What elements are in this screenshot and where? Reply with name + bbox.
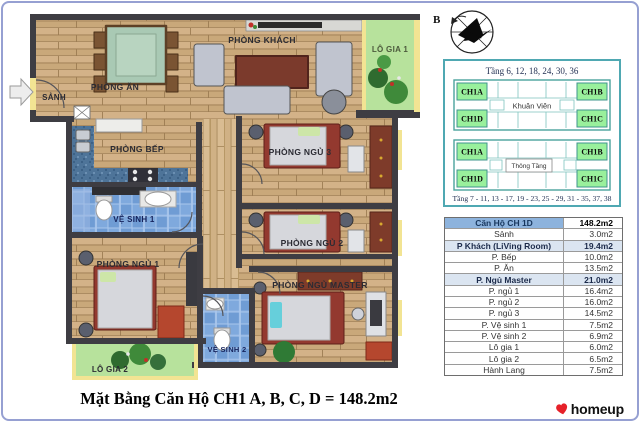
room-label-phong-ngu-master: PHÒNG NGỦ MASTER	[272, 280, 368, 290]
compass-north-label: B	[433, 14, 441, 26]
bottom-floors-label: Tầng 7 - 11, 13 - 17, 19 - 23, 25 - 29, 31 - 35, 37, 38	[452, 194, 612, 203]
area-value: 19.4m2	[564, 241, 622, 251]
area-value: 6.9m2	[589, 330, 613, 341]
area-table	[444, 217, 623, 376]
area-value: 148.2m2	[579, 218, 613, 229]
room-label-phong-bep: PHÒNG BẾP	[110, 144, 164, 154]
round-table	[322, 90, 346, 114]
area-value: 16.4m2	[584, 285, 613, 296]
area-row-header	[445, 218, 622, 229]
area-label: Lô gia 1	[445, 342, 564, 352]
area-row	[445, 365, 622, 375]
top-floors-label: Tầng 6, 12, 18, 24, 30, 36	[485, 66, 579, 76]
area-label: P. Vệ sinh 2	[445, 331, 564, 341]
room-label-sanh: SẢNH	[42, 93, 66, 102]
area-label: P. ngủ 3	[445, 308, 564, 318]
sofa-long	[224, 86, 290, 114]
room-label-phong-khach: PHÒNG KHÁCH	[228, 35, 296, 45]
area-row	[445, 286, 622, 297]
unit-ch1c: CH1C	[581, 114, 603, 124]
area-value: 21.0m2	[564, 274, 622, 284]
heart-icon	[553, 401, 570, 418]
unit-ch1d: CH1D	[461, 114, 483, 124]
area-label: P. ngủ 2	[445, 297, 564, 307]
area-label: Lô gia 2	[445, 353, 564, 363]
block-diagram	[443, 59, 621, 207]
area-row	[445, 342, 622, 353]
tv-console	[246, 20, 362, 31]
plate2-center-label: Thông Tầng	[511, 163, 547, 170]
room-label-ve-sinh-2: VỆ SINH 2	[207, 345, 247, 354]
floor-plate-1	[454, 80, 610, 130]
plate1-center-label: Khuân Viên	[512, 101, 552, 111]
area-row	[445, 229, 622, 240]
entrance-arrow-icon	[10, 79, 33, 105]
area-row	[445, 263, 622, 274]
area-label: P. Vệ sinh 1	[445, 320, 564, 330]
area-row-section	[445, 241, 622, 252]
area-label: P. Ăn	[445, 263, 564, 273]
area-value: 6.0m2	[589, 342, 613, 353]
area-value: 7.5m2	[589, 364, 613, 375]
area-value: 7.5m2	[589, 319, 613, 330]
room-label-ve-sinh-1: VỆ SINH 1	[113, 215, 155, 224]
area-label: P Khách (LiVing Room)	[445, 241, 564, 251]
area-row-section	[445, 274, 622, 285]
area-row	[445, 252, 622, 263]
brand-logo	[555, 401, 624, 417]
area-value: 16.0m2	[584, 297, 613, 308]
area-label: Hành Lang	[445, 365, 564, 375]
page-title: Mặt Bằng Căn Hộ CH1 A, B, C, D = 148.2m2	[80, 389, 398, 408]
area-value: 13.5m2	[584, 263, 613, 274]
room-label-lo-gia-2: LÔ GIA 2	[91, 365, 129, 374]
unit-ch1a: CH1A	[461, 147, 483, 157]
room-label-phong-ngu-2: PHÒNG NGỦ 2	[280, 238, 344, 248]
unit-ch1b: CH1B	[581, 87, 603, 97]
area-value: 14.5m2	[584, 308, 613, 319]
area-label: P. ngủ 1	[445, 286, 564, 296]
unit-ch1d: CH1D	[461, 174, 483, 184]
area-value: 6.5m2	[589, 353, 613, 364]
room-label-phong-an: PHÒNG ĂN	[90, 82, 140, 92]
unit-ch1a: CH1A	[461, 87, 483, 97]
compass-icon	[425, 4, 505, 58]
brand-name: homeup	[570, 401, 624, 417]
area-label: P. Bếp	[445, 252, 564, 262]
unit-ch1c: CH1C	[581, 174, 603, 184]
floor-plate-2	[454, 140, 610, 190]
sofa	[316, 42, 352, 96]
area-row	[445, 297, 622, 308]
area-label: P. Ngủ Master	[445, 274, 564, 284]
room-label-lo-gia-1: LÔ GIA 1	[371, 45, 409, 54]
room-label-phong-ngu-3: PHÒNG NGỦ 3	[268, 147, 332, 157]
area-row	[445, 353, 622, 364]
rug	[236, 56, 308, 88]
armchair	[194, 44, 224, 86]
area-row	[445, 308, 622, 319]
area-value: 3.0m2	[589, 229, 613, 240]
area-row	[445, 320, 622, 331]
area-row	[445, 331, 622, 342]
unit-ch1b: CH1B	[581, 147, 603, 157]
area-label: Sảnh	[445, 229, 564, 239]
area-value: 10.0m2	[584, 251, 613, 262]
area-label: Căn Hộ CH 1D	[445, 218, 564, 228]
room-label-phong-ngu-1: PHÒNG NGỦ 1	[96, 259, 160, 269]
